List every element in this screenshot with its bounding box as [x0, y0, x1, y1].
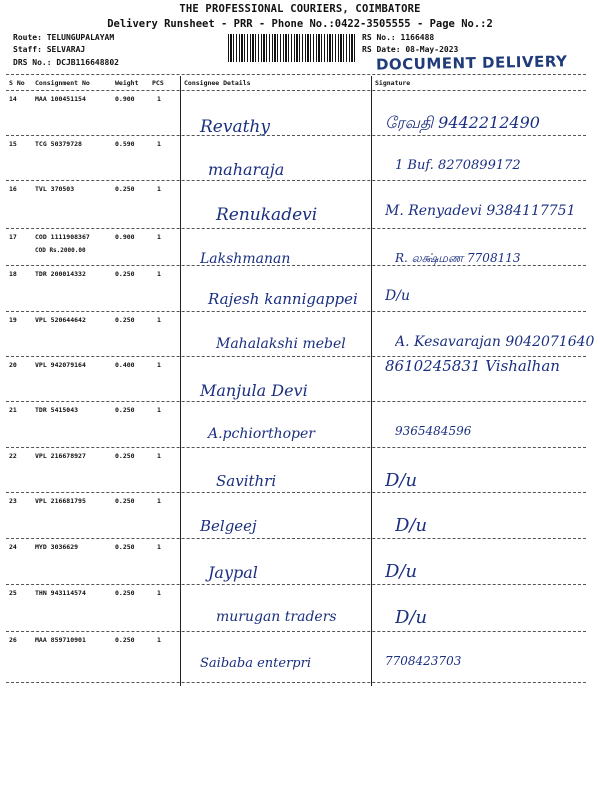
row-weight: 0.250: [115, 406, 135, 414]
row-signature: D/u: [385, 288, 410, 304]
row-sno: 20: [9, 361, 17, 369]
row-sno: 18: [9, 270, 17, 278]
row-pcs: 1: [157, 497, 161, 505]
row-sno: 26: [9, 636, 17, 644]
row-pcs: 1: [157, 95, 161, 103]
row-consignment: TDR 5415043: [35, 406, 79, 414]
row-consignment: VPL 520644642: [35, 316, 86, 324]
row-signature: 7708423703: [385, 654, 462, 668]
row-signature: 9365484596: [395, 424, 472, 438]
col-consignment: Consignment No: [35, 79, 90, 87]
drs-label: DRS No.: DCJB116648802: [13, 58, 119, 67]
route-label: Route: TELUNGUPALAYAM: [13, 33, 115, 42]
row-divider: [6, 682, 586, 683]
row-signature: ரேவதி 9442212490: [385, 113, 540, 132]
row-consignee-handwriting: Lakshmanan: [200, 251, 291, 267]
rs-date: RS Date: 08-May-2023: [362, 45, 459, 54]
row-sno: 24: [9, 543, 17, 551]
row-weight: 0.250: [115, 589, 135, 597]
col-weight: Weight: [115, 79, 139, 87]
row-consignee-handwriting: Renukadevi: [216, 205, 318, 225]
row-sno: 17: [9, 233, 17, 241]
row-weight: 0.250: [115, 316, 135, 324]
col-sno: S No: [9, 79, 25, 87]
row-consignee-handwriting: Revathy: [200, 117, 270, 137]
row-signature: 1 Buf. 8270899172: [395, 158, 521, 173]
row-pcs: 1: [157, 316, 161, 324]
row-pcs: 1: [157, 452, 161, 460]
row-consignment: VPL 942079164: [35, 361, 86, 369]
row-consignment: VPL 216681795: [35, 497, 86, 505]
row-consignment: MAA 100451154: [35, 95, 86, 103]
row-weight: 0.250: [115, 270, 135, 278]
row-consignee-handwriting: Rajesh kannigappei: [208, 290, 358, 308]
row-signature: A. Kesavarajan 9042071640: [395, 334, 595, 350]
row-weight: 0.900: [115, 233, 135, 241]
row-consignee-handwriting: Jaypal: [208, 563, 258, 582]
row-sno: 25: [9, 589, 17, 597]
row-divider: [6, 538, 586, 539]
row-signature: R. லக்ஷ்மண 7708113: [395, 251, 521, 265]
row-divider: [6, 311, 586, 312]
row-signature: D/u: [385, 561, 418, 582]
row-divider: [6, 180, 586, 181]
row-sno: 23: [9, 497, 17, 505]
row-consignee-handwriting: Belgeej: [200, 517, 257, 535]
row-signature: D/u: [395, 607, 428, 628]
row-signature: D/u: [385, 470, 418, 491]
row-pcs: 1: [157, 636, 161, 644]
row-divider: [6, 447, 586, 448]
row-pcs: 1: [157, 361, 161, 369]
row-pcs: 1: [157, 543, 161, 551]
col-pcs: PCS: [152, 79, 164, 87]
row-consignee-handwriting: maharaja: [208, 160, 285, 179]
row-divider: [6, 265, 586, 266]
page-title: THE PROFESSIONAL COURIERS, COIMBATORE: [179, 3, 421, 15]
col-signature: Signature: [375, 79, 411, 87]
row-pcs: 1: [157, 406, 161, 414]
row-consignment: TCG 50379728: [35, 140, 82, 148]
row-consignee-handwriting: A.pchiorthoper: [208, 426, 315, 442]
row-pcs: 1: [157, 140, 161, 148]
row-signature: D/u: [395, 515, 428, 536]
row-weight: 0.250: [115, 185, 135, 193]
header-top-rule: [6, 74, 586, 75]
row-divider: [6, 135, 586, 136]
row-pcs: 1: [157, 270, 161, 278]
row-consignee-handwriting: Manjula Devi: [200, 381, 308, 400]
row-weight: 0.400: [115, 361, 135, 369]
staff-label: Staff: SELVARAJ: [13, 45, 86, 54]
row-consignment: TDR 200014332: [35, 270, 86, 278]
row-divider: [6, 401, 586, 402]
consignee-column-divider: [180, 76, 181, 686]
row-consignment: MAA 859710901: [35, 636, 86, 644]
row-divider: [6, 584, 586, 585]
row-weight: 0.250: [115, 636, 135, 644]
row-consignee-handwriting: Saibaba enterpri: [200, 656, 311, 671]
row-consignment: THN 943114574: [35, 589, 86, 597]
row-pcs: 1: [157, 185, 161, 193]
row-cod-amount: COD Rs.2000.00: [35, 247, 86, 254]
header-bottom-rule: [6, 90, 586, 91]
row-consignee-handwriting: murugan traders: [216, 609, 337, 625]
row-sno: 16: [9, 185, 17, 193]
row-sno: 19: [9, 316, 17, 324]
row-pcs: 1: [157, 233, 161, 241]
row-consignment: COD 1111908367: [35, 233, 90, 241]
row-sno: 14: [9, 95, 17, 103]
row-consignment: VPL 216678927: [35, 452, 86, 460]
row-weight: 0.590: [115, 140, 135, 148]
row-consignee-handwriting: Savithri: [216, 472, 277, 490]
page-subtitle: Delivery Runsheet - PRR - Phone No.:0422-3505555 - Page No.:2: [107, 18, 493, 30]
row-weight: 0.250: [115, 452, 135, 460]
row-consignment: MYD 3036629: [35, 543, 79, 551]
rs-number: RS No.: 1166488: [362, 33, 435, 42]
document-delivery-stamp: DOCUMENT DELIVERY: [375, 52, 568, 74]
row-signature: 8610245831 Vishalhan: [385, 357, 560, 375]
row-sno: 22: [9, 452, 17, 460]
row-divider: [6, 631, 586, 632]
barcode: [228, 34, 355, 62]
row-divider: [6, 492, 586, 493]
row-weight: 0.250: [115, 543, 135, 551]
row-weight: 0.900: [115, 95, 135, 103]
row-consignment: TVL 370503: [35, 185, 75, 193]
row-pcs: 1: [157, 589, 161, 597]
row-signature: M. Renyadevi 9384117751: [385, 203, 576, 219]
row-sno: 15: [9, 140, 17, 148]
row-weight: 0.250: [115, 497, 135, 505]
col-consignee: Consignee Details: [184, 79, 251, 87]
row-consignee-handwriting: Mahalakshi mebel: [216, 336, 346, 352]
row-sno: 21: [9, 406, 17, 414]
signature-column-divider: [371, 76, 372, 686]
row-divider: [6, 228, 586, 229]
